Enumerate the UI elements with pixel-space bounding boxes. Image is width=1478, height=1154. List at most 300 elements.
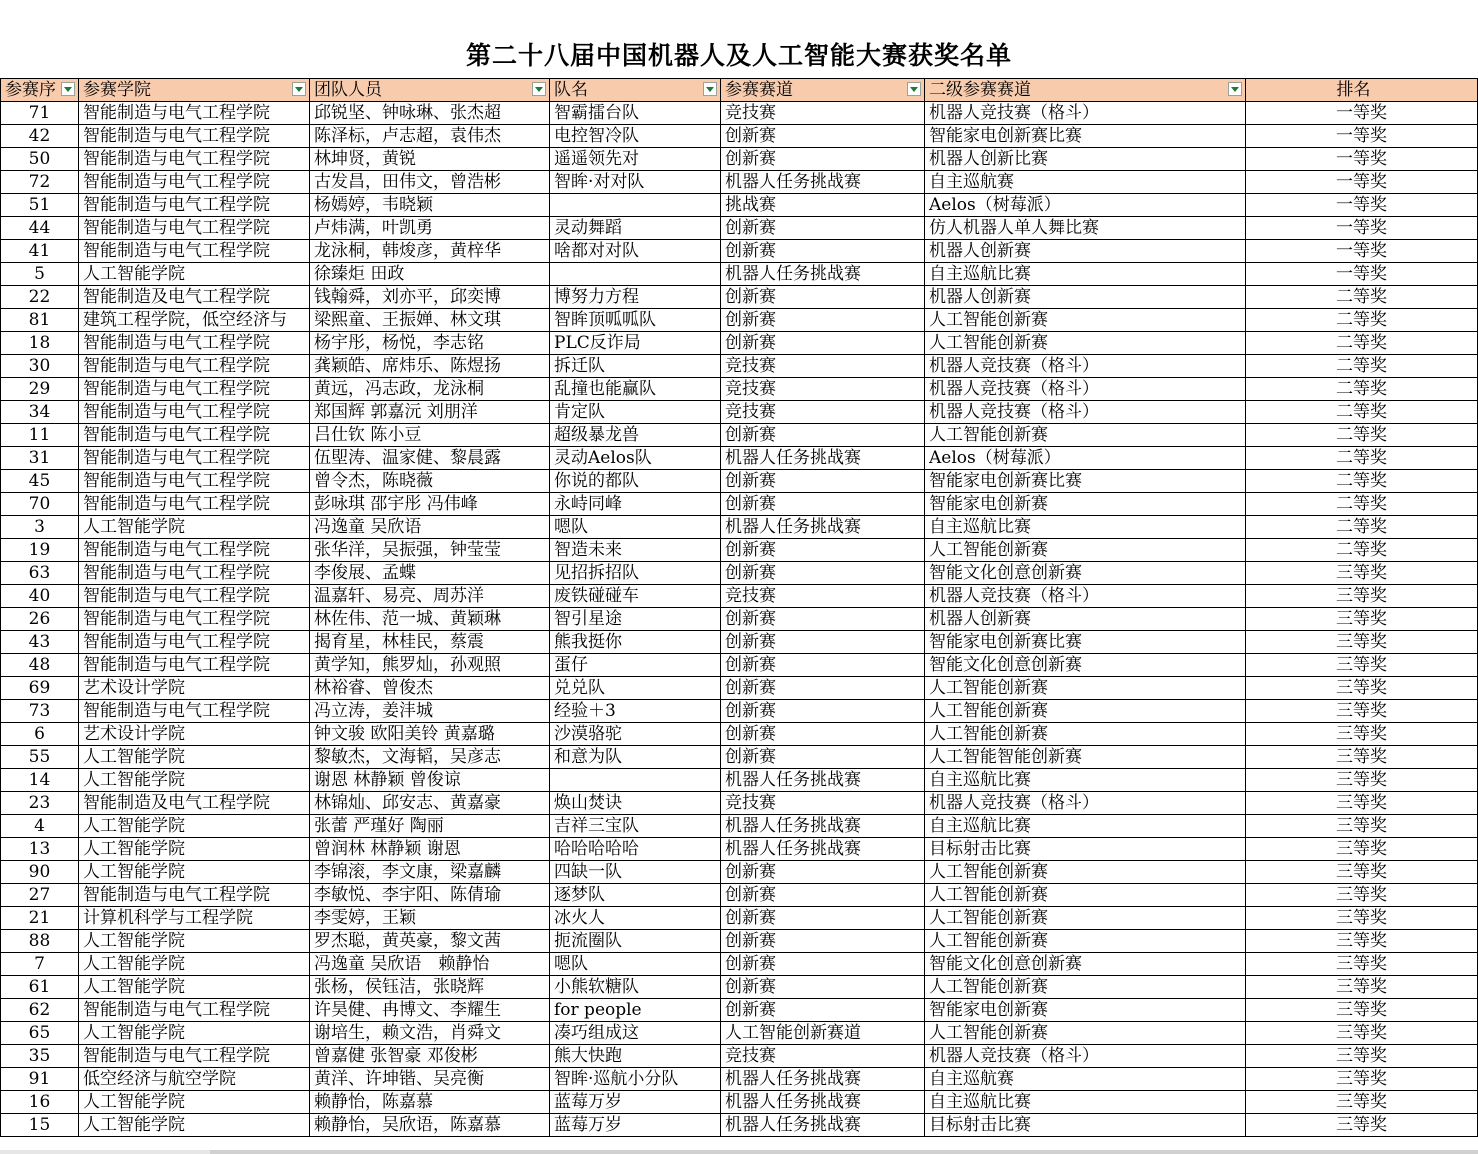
- cell-track[interactable]: 创新赛: [721, 677, 925, 700]
- cell-rank[interactable]: 三等奖: [1246, 792, 1478, 815]
- cell-members[interactable]: 古发昌，田伟文，曾浩彬: [310, 171, 550, 194]
- cell-team-name[interactable]: 智霸擂台队: [550, 102, 721, 125]
- cell-team-name[interactable]: 焕山焚诀: [550, 792, 721, 815]
- cell-track[interactable]: 竞技赛: [721, 792, 925, 815]
- cell-track[interactable]: 竞技赛: [721, 585, 925, 608]
- cell-team-name[interactable]: 乱撞也能赢队: [550, 378, 721, 401]
- cell-sub-track[interactable]: 自主巡航比赛: [925, 769, 1246, 792]
- cell-entry-no[interactable]: 88: [1, 930, 79, 953]
- cell-track[interactable]: 创新赛: [721, 286, 925, 309]
- cell-college[interactable]: 人工智能学院: [79, 953, 310, 976]
- cell-college[interactable]: 艺术设计学院: [79, 723, 310, 746]
- cell-college[interactable]: 智能制造与电气工程学院: [79, 585, 310, 608]
- cell-sub-track[interactable]: 目标射击比赛: [925, 1114, 1246, 1137]
- cell-team-name[interactable]: 肯定队: [550, 401, 721, 424]
- cell-rank[interactable]: 三等奖: [1246, 585, 1478, 608]
- cell-entry-no[interactable]: 23: [1, 792, 79, 815]
- cell-rank[interactable]: 二等奖: [1246, 424, 1478, 447]
- cell-rank[interactable]: 三等奖: [1246, 1091, 1478, 1114]
- cell-entry-no[interactable]: 41: [1, 240, 79, 263]
- cell-track[interactable]: 机器人任务挑战赛: [721, 447, 925, 470]
- cell-rank[interactable]: 三等奖: [1246, 746, 1478, 769]
- cell-college[interactable]: 智能制造与电气工程学院: [79, 447, 310, 470]
- cell-members[interactable]: 林裕睿、曾俊杰: [310, 677, 550, 700]
- cell-sub-track[interactable]: 人工智能创新赛: [925, 539, 1246, 562]
- cell-team-name[interactable]: [550, 194, 721, 217]
- cell-rank[interactable]: 三等奖: [1246, 999, 1478, 1022]
- cell-college[interactable]: 智能制造与电气工程学院: [79, 884, 310, 907]
- cell-rank[interactable]: 三等奖: [1246, 907, 1478, 930]
- cell-track[interactable]: 创新赛: [721, 470, 925, 493]
- cell-entry-no[interactable]: 31: [1, 447, 79, 470]
- cell-members[interactable]: 黄学知，熊罗灿，孙观照: [310, 654, 550, 677]
- cell-rank[interactable]: 一等奖: [1246, 148, 1478, 171]
- cell-team-name[interactable]: 废铁碰碰车: [550, 585, 721, 608]
- cell-rank[interactable]: 二等奖: [1246, 332, 1478, 355]
- cell-sub-track[interactable]: 机器人竞技赛（格斗）: [925, 585, 1246, 608]
- cell-track[interactable]: 创新赛: [721, 608, 925, 631]
- cell-rank[interactable]: 二等奖: [1246, 539, 1478, 562]
- cell-track[interactable]: 机器人任务挑战赛: [721, 815, 925, 838]
- cell-members[interactable]: 温嘉轩、易亮、周苏洋: [310, 585, 550, 608]
- cell-entry-no[interactable]: 14: [1, 769, 79, 792]
- cell-track[interactable]: 机器人任务挑战赛: [721, 171, 925, 194]
- cell-rank[interactable]: 三等奖: [1246, 769, 1478, 792]
- cell-sub-track[interactable]: 人工智能创新赛: [925, 424, 1246, 447]
- cell-track[interactable]: 机器人任务挑战赛: [721, 1091, 925, 1114]
- cell-team-name[interactable]: 电控智冷队: [550, 125, 721, 148]
- cell-rank[interactable]: 三等奖: [1246, 700, 1478, 723]
- cell-members[interactable]: 赖静怡，吴欣语，陈嘉慕: [310, 1114, 550, 1137]
- cell-entry-no[interactable]: 6: [1, 723, 79, 746]
- cell-sub-track[interactable]: 人工智能创新赛: [925, 309, 1246, 332]
- cell-members[interactable]: 林坤贤，黄锐: [310, 148, 550, 171]
- cell-members[interactable]: 曾令杰，陈晓薇: [310, 470, 550, 493]
- cell-track[interactable]: 机器人任务挑战赛: [721, 1068, 925, 1091]
- cell-members[interactable]: 彭咏琪 邵宇彤 冯伟峰: [310, 493, 550, 516]
- cell-members[interactable]: 林锦灿、邱安志、黄嘉豪: [310, 792, 550, 815]
- cell-track[interactable]: 创新赛: [721, 999, 925, 1022]
- cell-sub-track[interactable]: 人工智能创新赛: [925, 700, 1246, 723]
- filter-dropdown-icon[interactable]: [532, 82, 546, 96]
- cell-rank[interactable]: 二等奖: [1246, 447, 1478, 470]
- cell-members[interactable]: 许昊健、冉博文、李耀生: [310, 999, 550, 1022]
- cell-entry-no[interactable]: 29: [1, 378, 79, 401]
- cell-members[interactable]: 杨宇彤，杨悦，李志铭: [310, 332, 550, 355]
- cell-entry-no[interactable]: 3: [1, 516, 79, 539]
- cell-sub-track[interactable]: 智能文化创意创新赛: [925, 562, 1246, 585]
- cell-team-name[interactable]: 蛋仔: [550, 654, 721, 677]
- cell-team-name[interactable]: 智眸·对对队: [550, 171, 721, 194]
- cell-team-name[interactable]: 和意为队: [550, 746, 721, 769]
- cell-sub-track[interactable]: 仿人机器人单人舞比赛: [925, 217, 1246, 240]
- cell-rank[interactable]: 二等奖: [1246, 493, 1478, 516]
- cell-track[interactable]: 创新赛: [721, 723, 925, 746]
- cell-rank[interactable]: 一等奖: [1246, 125, 1478, 148]
- cell-rank[interactable]: 一等奖: [1246, 102, 1478, 125]
- cell-team-name[interactable]: 智眸·巡航小分队: [550, 1068, 721, 1091]
- cell-entry-no[interactable]: 43: [1, 631, 79, 654]
- cell-track[interactable]: 竞技赛: [721, 378, 925, 401]
- cell-team-name[interactable]: 啥都对对队: [550, 240, 721, 263]
- cell-entry-no[interactable]: 72: [1, 171, 79, 194]
- cell-college[interactable]: 智能制造与电气工程学院: [79, 378, 310, 401]
- cell-college[interactable]: 人工智能学院: [79, 930, 310, 953]
- cell-college[interactable]: 智能制造与电气工程学院: [79, 1045, 310, 1068]
- cell-college[interactable]: 智能制造与电气工程学院: [79, 401, 310, 424]
- cell-college[interactable]: 人工智能学院: [79, 1091, 310, 1114]
- cell-entry-no[interactable]: 62: [1, 999, 79, 1022]
- cell-college[interactable]: 智能制造与电气工程学院: [79, 148, 310, 171]
- cell-members[interactable]: 冯逸童 吴欣语 赖静怡: [310, 953, 550, 976]
- cell-team-name[interactable]: 四缺一队: [550, 861, 721, 884]
- cell-sub-track[interactable]: 机器人创新比赛: [925, 148, 1246, 171]
- cell-entry-no[interactable]: 44: [1, 217, 79, 240]
- cell-sub-track[interactable]: 机器人竞技赛（格斗）: [925, 1045, 1246, 1068]
- cell-sub-track[interactable]: 人工智能创新赛: [925, 861, 1246, 884]
- cell-team-name[interactable]: 遥遥领先对: [550, 148, 721, 171]
- cell-members[interactable]: 赖静怡，陈嘉慕: [310, 1091, 550, 1114]
- cell-college[interactable]: 智能制造与电气工程学院: [79, 424, 310, 447]
- cell-team-name[interactable]: 永峙同峰: [550, 493, 721, 516]
- cell-team-name[interactable]: 你说的都队: [550, 470, 721, 493]
- cell-rank[interactable]: 一等奖: [1246, 217, 1478, 240]
- cell-members[interactable]: 张杨，侯钰洁，张晓辉: [310, 976, 550, 999]
- cell-team-name[interactable]: 见招拆招队: [550, 562, 721, 585]
- filter-dropdown-icon[interactable]: [907, 82, 921, 96]
- cell-members[interactable]: 伍堲涛、温家健、黎晨露: [310, 447, 550, 470]
- cell-team-name[interactable]: 灵动Aelos队: [550, 447, 721, 470]
- cell-track[interactable]: 机器人任务挑战赛: [721, 838, 925, 861]
- cell-team-name[interactable]: 嗯队: [550, 516, 721, 539]
- cell-rank[interactable]: 三等奖: [1246, 861, 1478, 884]
- cell-entry-no[interactable]: 22: [1, 286, 79, 309]
- cell-team-name[interactable]: 超级暴龙兽: [550, 424, 721, 447]
- cell-members[interactable]: 黄洋、许坤锴、吴亮衡: [310, 1068, 550, 1091]
- cell-track[interactable]: 创新赛: [721, 953, 925, 976]
- cell-track[interactable]: 竞技赛: [721, 401, 925, 424]
- cell-members[interactable]: 李雯婷，王颖: [310, 907, 550, 930]
- cell-track[interactable]: 机器人任务挑战赛: [721, 263, 925, 286]
- cell-entry-no[interactable]: 26: [1, 608, 79, 631]
- cell-team-name[interactable]: 灵动舞蹈: [550, 217, 721, 240]
- cell-college[interactable]: 智能制造与电气工程学院: [79, 562, 310, 585]
- cell-entry-no[interactable]: 55: [1, 746, 79, 769]
- cell-team-name[interactable]: 熊大快跑: [550, 1045, 721, 1068]
- cell-track[interactable]: 竞技赛: [721, 1045, 925, 1068]
- cell-sub-track[interactable]: 智能家电创新赛比赛: [925, 470, 1246, 493]
- cell-rank[interactable]: 二等奖: [1246, 286, 1478, 309]
- cell-sub-track[interactable]: 智能文化创意创新赛: [925, 953, 1246, 976]
- cell-team-name[interactable]: 吉祥三宝队: [550, 815, 721, 838]
- cell-rank[interactable]: 三等奖: [1246, 884, 1478, 907]
- cell-sub-track[interactable]: 智能文化创意创新赛: [925, 654, 1246, 677]
- cell-sub-track[interactable]: 自主巡航比赛: [925, 815, 1246, 838]
- cell-sub-track[interactable]: 人工智能智能创新赛: [925, 746, 1246, 769]
- cell-sub-track[interactable]: 自主巡航比赛: [925, 1091, 1246, 1114]
- cell-team-name[interactable]: 扼流圈队: [550, 930, 721, 953]
- cell-rank[interactable]: 三等奖: [1246, 562, 1478, 585]
- cell-college[interactable]: 人工智能学院: [79, 746, 310, 769]
- cell-track[interactable]: 机器人任务挑战赛: [721, 769, 925, 792]
- cell-college[interactable]: 智能制造与电气工程学院: [79, 217, 310, 240]
- cell-rank[interactable]: 一等奖: [1246, 194, 1478, 217]
- cell-members[interactable]: 黎敏杰，文海韬，吴彦志: [310, 746, 550, 769]
- cell-college[interactable]: 人工智能学院: [79, 516, 310, 539]
- cell-entry-no[interactable]: 61: [1, 976, 79, 999]
- cell-sub-track[interactable]: 人工智能创新赛: [925, 1022, 1246, 1045]
- cell-entry-no[interactable]: 11: [1, 424, 79, 447]
- cell-track[interactable]: 人工智能创新赛道: [721, 1022, 925, 1045]
- cell-team-name[interactable]: for people: [550, 999, 721, 1022]
- cell-track[interactable]: 机器人任务挑战赛: [721, 1114, 925, 1137]
- cell-team-name[interactable]: 小熊软糖队: [550, 976, 721, 999]
- cell-sub-track[interactable]: 人工智能创新赛: [925, 723, 1246, 746]
- cell-track[interactable]: 创新赛: [721, 539, 925, 562]
- cell-team-name[interactable]: 冰火人: [550, 907, 721, 930]
- cell-team-name[interactable]: PLC反诈局: [550, 332, 721, 355]
- cell-entry-no[interactable]: 42: [1, 125, 79, 148]
- cell-college[interactable]: 智能制造与电气工程学院: [79, 539, 310, 562]
- cell-entry-no[interactable]: 30: [1, 355, 79, 378]
- cell-entry-no[interactable]: 5: [1, 263, 79, 286]
- cell-track[interactable]: 创新赛: [721, 861, 925, 884]
- cell-entry-no[interactable]: 51: [1, 194, 79, 217]
- cell-team-name[interactable]: 智造未来: [550, 539, 721, 562]
- cell-entry-no[interactable]: 69: [1, 677, 79, 700]
- cell-team-name[interactable]: 博努力方程: [550, 286, 721, 309]
- cell-sub-track[interactable]: 人工智能创新赛: [925, 332, 1246, 355]
- cell-college[interactable]: 智能制造及电气工程学院: [79, 792, 310, 815]
- cell-entry-no[interactable]: 71: [1, 102, 79, 125]
- cell-members[interactable]: 冯逸童 吴欣语: [310, 516, 550, 539]
- cell-sub-track[interactable]: 机器人创新赛: [925, 240, 1246, 263]
- cell-sub-track[interactable]: 人工智能创新赛: [925, 976, 1246, 999]
- cell-sub-track[interactable]: 自主巡航赛: [925, 171, 1246, 194]
- cell-members[interactable]: 陈泽标，卢志超，袁伟杰: [310, 125, 550, 148]
- cell-team-name[interactable]: [550, 769, 721, 792]
- cell-team-name[interactable]: 智引星途: [550, 608, 721, 631]
- cell-members[interactable]: 卢炜满，叶凯勇: [310, 217, 550, 240]
- cell-college[interactable]: 人工智能学院: [79, 263, 310, 286]
- cell-college[interactable]: 智能制造与电气工程学院: [79, 102, 310, 125]
- cell-rank[interactable]: 三等奖: [1246, 1068, 1478, 1091]
- cell-members[interactable]: 黄远，冯志政，龙泳桐: [310, 378, 550, 401]
- cell-members[interactable]: 李锦滚，李文康，梁嘉麟: [310, 861, 550, 884]
- cell-sub-track[interactable]: 自主巡航比赛: [925, 516, 1246, 539]
- cell-track[interactable]: 竞技赛: [721, 355, 925, 378]
- cell-entry-no[interactable]: 19: [1, 539, 79, 562]
- cell-college[interactable]: 智能制造与电气工程学院: [79, 700, 310, 723]
- cell-rank[interactable]: 一等奖: [1246, 171, 1478, 194]
- cell-entry-no[interactable]: 34: [1, 401, 79, 424]
- cell-track[interactable]: 创新赛: [721, 907, 925, 930]
- cell-college[interactable]: 艺术设计学院: [79, 677, 310, 700]
- cell-sub-track[interactable]: 机器人竞技赛（格斗）: [925, 378, 1246, 401]
- cell-rank[interactable]: 三等奖: [1246, 631, 1478, 654]
- cell-rank[interactable]: 二等奖: [1246, 470, 1478, 493]
- cell-entry-no[interactable]: 90: [1, 861, 79, 884]
- cell-members[interactable]: 罗杰聪，黄英豪，黎文茜: [310, 930, 550, 953]
- cell-college[interactable]: 智能制造与电气工程学院: [79, 470, 310, 493]
- cell-rank[interactable]: 三等奖: [1246, 723, 1478, 746]
- cell-college[interactable]: 智能制造及电气工程学院: [79, 286, 310, 309]
- cell-track[interactable]: 挑战赛: [721, 194, 925, 217]
- cell-team-name[interactable]: 蓝莓万岁: [550, 1114, 721, 1137]
- cell-members[interactable]: 郑国辉 郭嘉沅 刘朋洋: [310, 401, 550, 424]
- cell-members[interactable]: 杨嫣婷，韦晓颖: [310, 194, 550, 217]
- cell-college[interactable]: 低空经济与航空学院: [79, 1068, 310, 1091]
- cell-entry-no[interactable]: 35: [1, 1045, 79, 1068]
- filter-dropdown-icon[interactable]: [292, 82, 306, 96]
- cell-members[interactable]: 揭育星，林桂民，蔡震: [310, 631, 550, 654]
- cell-entry-no[interactable]: 15: [1, 1114, 79, 1137]
- cell-members[interactable]: 冯立涛，姜沣城: [310, 700, 550, 723]
- cell-track[interactable]: 创新赛: [721, 125, 925, 148]
- cell-entry-no[interactable]: 65: [1, 1022, 79, 1045]
- cell-track[interactable]: 创新赛: [721, 976, 925, 999]
- cell-team-name[interactable]: 凑巧组成这: [550, 1022, 721, 1045]
- cell-college[interactable]: 智能制造与电气工程学院: [79, 355, 310, 378]
- cell-rank[interactable]: 三等奖: [1246, 608, 1478, 631]
- cell-sub-track[interactable]: Aelos（树莓派）: [925, 194, 1246, 217]
- cell-members[interactable]: 龙泳桐，韩焌彦，黄梓华: [310, 240, 550, 263]
- filter-dropdown-icon[interactable]: [1228, 82, 1242, 96]
- cell-rank[interactable]: 三等奖: [1246, 1022, 1478, 1045]
- cell-college[interactable]: 智能制造与电气工程学院: [79, 194, 310, 217]
- cell-college[interactable]: 智能制造与电气工程学院: [79, 631, 310, 654]
- cell-college[interactable]: 智能制造与电气工程学院: [79, 332, 310, 355]
- cell-track[interactable]: 创新赛: [721, 700, 925, 723]
- cell-rank[interactable]: 三等奖: [1246, 677, 1478, 700]
- cell-college[interactable]: 人工智能学院: [79, 769, 310, 792]
- cell-team-name[interactable]: 熊我挺你: [550, 631, 721, 654]
- cell-college[interactable]: 建筑工程学院，低空经济与: [79, 309, 310, 332]
- cell-college[interactable]: 人工智能学院: [79, 1022, 310, 1045]
- cell-rank[interactable]: 三等奖: [1246, 1114, 1478, 1137]
- cell-entry-no[interactable]: 48: [1, 654, 79, 677]
- cell-members[interactable]: 梁熙童、王振婵、林文琪: [310, 309, 550, 332]
- cell-rank[interactable]: 一等奖: [1246, 263, 1478, 286]
- cell-members[interactable]: 谢恩 林静颖 曾俊谅: [310, 769, 550, 792]
- cell-rank[interactable]: 三等奖: [1246, 1045, 1478, 1068]
- cell-entry-no[interactable]: 73: [1, 700, 79, 723]
- cell-entry-no[interactable]: 81: [1, 309, 79, 332]
- cell-members[interactable]: 龚颖皓、席炜乐、陈煜扬: [310, 355, 550, 378]
- cell-members[interactable]: 林佐伟、范一城、黄颖琳: [310, 608, 550, 631]
- cell-entry-no[interactable]: 4: [1, 815, 79, 838]
- cell-entry-no[interactable]: 13: [1, 838, 79, 861]
- cell-entry-no[interactable]: 70: [1, 493, 79, 516]
- cell-sub-track[interactable]: 机器人创新赛: [925, 286, 1246, 309]
- cell-members[interactable]: 邱锐坚、钟咏琳、张杰超: [310, 102, 550, 125]
- cell-entry-no[interactable]: 50: [1, 148, 79, 171]
- cell-track[interactable]: 创新赛: [721, 884, 925, 907]
- cell-members[interactable]: 曾润林 林静颖 谢恩: [310, 838, 550, 861]
- cell-entry-no[interactable]: 91: [1, 1068, 79, 1091]
- cell-rank[interactable]: 一等奖: [1246, 240, 1478, 263]
- cell-college[interactable]: 人工智能学院: [79, 838, 310, 861]
- cell-track[interactable]: 创新赛: [721, 746, 925, 769]
- cell-members[interactable]: 吕仕钦 陈小豆: [310, 424, 550, 447]
- horizontal-scrollbar[interactable]: [0, 1150, 1478, 1154]
- cell-college[interactable]: 智能制造与电气工程学院: [79, 240, 310, 263]
- cell-track[interactable]: 创新赛: [721, 631, 925, 654]
- cell-track[interactable]: 竞技赛: [721, 102, 925, 125]
- cell-sub-track[interactable]: 智能家电创新赛比赛: [925, 631, 1246, 654]
- cell-track[interactable]: 创新赛: [721, 148, 925, 171]
- cell-entry-no[interactable]: 18: [1, 332, 79, 355]
- cell-sub-track[interactable]: 机器人竞技赛（格斗）: [925, 355, 1246, 378]
- cell-sub-track[interactable]: 自主巡航赛: [925, 1068, 1246, 1091]
- cell-entry-no[interactable]: 16: [1, 1091, 79, 1114]
- cell-members[interactable]: 钟文骏 欧阳美铃 黄嘉璐: [310, 723, 550, 746]
- cell-college[interactable]: 智能制造与电气工程学院: [79, 125, 310, 148]
- cell-team-name[interactable]: 智眸顶呱呱队: [550, 309, 721, 332]
- cell-entry-no[interactable]: 27: [1, 884, 79, 907]
- cell-track[interactable]: 创新赛: [721, 654, 925, 677]
- cell-sub-track[interactable]: 机器人创新赛: [925, 608, 1246, 631]
- cell-track[interactable]: 创新赛: [721, 562, 925, 585]
- cell-sub-track[interactable]: 自主巡航比赛: [925, 263, 1246, 286]
- cell-entry-no[interactable]: 21: [1, 907, 79, 930]
- cell-track[interactable]: 创新赛: [721, 332, 925, 355]
- cell-members[interactable]: 徐臻炬 田政: [310, 263, 550, 286]
- cell-track[interactable]: 创新赛: [721, 930, 925, 953]
- cell-rank[interactable]: 二等奖: [1246, 401, 1478, 424]
- cell-track[interactable]: 创新赛: [721, 217, 925, 240]
- cell-college[interactable]: 智能制造与电气工程学院: [79, 493, 310, 516]
- cell-entry-no[interactable]: 63: [1, 562, 79, 585]
- cell-members[interactable]: 谢培生，赖文浩，肖舜文: [310, 1022, 550, 1045]
- cell-sub-track[interactable]: 人工智能创新赛: [925, 930, 1246, 953]
- cell-team-name[interactable]: 逐梦队: [550, 884, 721, 907]
- cell-college[interactable]: 计算机科学与工程学院: [79, 907, 310, 930]
- cell-college[interactable]: 智能制造与电气工程学院: [79, 171, 310, 194]
- cell-rank[interactable]: 二等奖: [1246, 378, 1478, 401]
- cell-rank[interactable]: 二等奖: [1246, 355, 1478, 378]
- cell-team-name[interactable]: 沙漠骆驼: [550, 723, 721, 746]
- cell-members[interactable]: 曾嘉健 张智豪 邓俊彬: [310, 1045, 550, 1068]
- cell-track[interactable]: 创新赛: [721, 240, 925, 263]
- cell-sub-track[interactable]: 智能家电创新赛: [925, 493, 1246, 516]
- cell-track[interactable]: 创新赛: [721, 309, 925, 332]
- cell-members[interactable]: 李俊展、孟蝶: [310, 562, 550, 585]
- cell-sub-track[interactable]: 机器人竞技赛（格斗）: [925, 792, 1246, 815]
- cell-rank[interactable]: 三等奖: [1246, 953, 1478, 976]
- cell-sub-track[interactable]: 机器人竞技赛（格斗）: [925, 401, 1246, 424]
- cell-college[interactable]: 智能制造与电气工程学院: [79, 654, 310, 677]
- cell-team-name[interactable]: 嗯队: [550, 953, 721, 976]
- cell-team-name[interactable]: [550, 263, 721, 286]
- cell-sub-track[interactable]: 人工智能创新赛: [925, 884, 1246, 907]
- cell-entry-no[interactable]: 40: [1, 585, 79, 608]
- cell-college[interactable]: 智能制造与电气工程学院: [79, 608, 310, 631]
- cell-college[interactable]: 智能制造与电气工程学院: [79, 999, 310, 1022]
- cell-members[interactable]: 张华洋，吴振强，钟莹莹: [310, 539, 550, 562]
- cell-entry-no[interactable]: 7: [1, 953, 79, 976]
- cell-sub-track[interactable]: 人工智能创新赛: [925, 907, 1246, 930]
- cell-sub-track[interactable]: Aelos（树莓派）: [925, 447, 1246, 470]
- cell-college[interactable]: 人工智能学院: [79, 1114, 310, 1137]
- cell-rank[interactable]: 三等奖: [1246, 838, 1478, 861]
- filter-dropdown-icon[interactable]: [61, 82, 75, 96]
- filter-dropdown-icon[interactable]: [703, 82, 717, 96]
- cell-track[interactable]: 机器人任务挑战赛: [721, 516, 925, 539]
- cell-rank[interactable]: 三等奖: [1246, 815, 1478, 838]
- cell-college[interactable]: 人工智能学院: [79, 861, 310, 884]
- cell-members[interactable]: 李敏悦、李宇阳、陈倩瑜: [310, 884, 550, 907]
